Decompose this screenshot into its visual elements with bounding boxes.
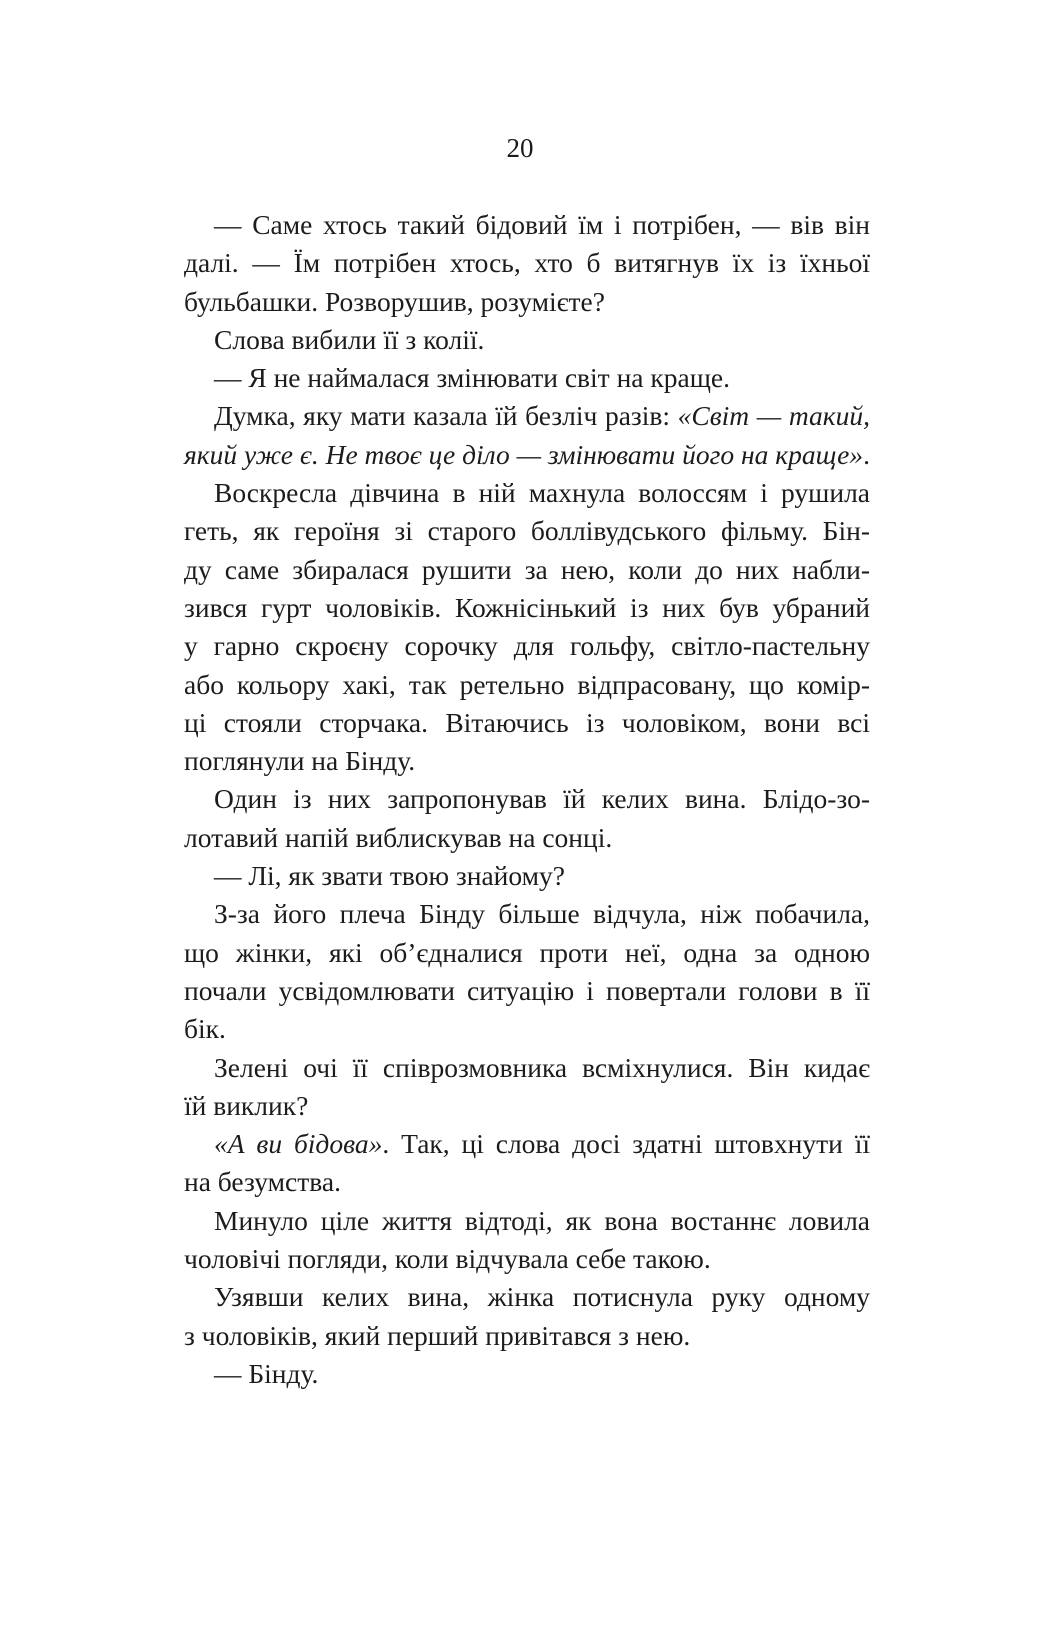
text-run: на безумства. (184, 1166, 341, 1198)
text-run: Слова вибили її з колії. (214, 323, 485, 355)
text-run: Минуло ціле життя відтоді, як вона востаннє ловила (214, 1204, 870, 1236)
italic-text: «Світ — такий, (677, 400, 871, 432)
paragraph (184, 206, 870, 321)
paragraph (184, 1049, 870, 1126)
text-line (184, 283, 870, 321)
text-line (184, 1240, 870, 1278)
text-line (184, 1317, 870, 1355)
text-line (184, 321, 870, 359)
text-line (184, 934, 870, 972)
text-run: лотавий напій виблискував на сонці. (184, 821, 613, 853)
italic-text: «А ви бідова» (214, 1128, 383, 1160)
text-run: Один із них запропонував їй келих вина. Блідо-зо- (214, 783, 870, 815)
text-line (184, 1087, 870, 1125)
text-run: — Лі, як звати твою знайому? (214, 860, 565, 892)
paragraph (184, 359, 870, 397)
body-text (184, 206, 870, 1393)
text-run: бік. (184, 1013, 226, 1045)
text-run: Воскресла дівчина в ній махнула волоссям і рушила (214, 477, 870, 509)
paragraph (184, 780, 870, 857)
text-line (184, 1278, 870, 1316)
text-line (184, 627, 870, 665)
paragraph (184, 397, 870, 474)
paragraph (184, 895, 870, 1048)
text-line (184, 972, 870, 1010)
text-run: ду саме збиралася рушити за нею, коли до них набли- (184, 553, 870, 585)
text-run: Зелені очі її співрозмовника всміхнулися. Він кидає (214, 1051, 870, 1083)
text-line (184, 436, 870, 474)
text-run: почали усвідомлювати ситуацію і повертали голови в її (184, 974, 870, 1006)
text-line (184, 474, 870, 512)
text-run: поглянули на Бінду. (184, 745, 416, 777)
text-run: у гарно скроєну сорочку для гольфу, світло-пастельну (184, 630, 870, 662)
text-line (184, 857, 870, 895)
text-line (184, 1125, 870, 1163)
text-run: Думка, яку мати казала їй безліч разів: (214, 400, 678, 432)
page-number: 20 (506, 133, 534, 163)
text-run: чоловічі погляди, коли відчувала себе такою. (184, 1243, 711, 1275)
text-line (184, 244, 870, 282)
text-line (184, 1202, 870, 1240)
text-line (184, 780, 870, 818)
italic-text: який уже є. Не твоє це діло — змінювати його на краще» (184, 438, 864, 470)
paragraph (184, 321, 870, 359)
paragraph (184, 1278, 870, 1355)
text-run: . Так, ці слова досі здатні штовхнути її (382, 1128, 871, 1160)
text-line (184, 397, 870, 435)
text-line (184, 895, 870, 933)
text-line (184, 704, 870, 742)
text-run: їй виклик? (184, 1089, 309, 1121)
text-run: — Я не наймалася змінювати світ на краще. (214, 362, 730, 394)
text-run: бульбашки. Розворушив, розумієте? (184, 285, 605, 317)
text-run: зився гурт чоловіків. Кожнісінький із них був убраний (184, 591, 870, 623)
paragraph (184, 1125, 870, 1202)
text-line (184, 206, 870, 244)
text-line (184, 819, 870, 857)
text-line (184, 551, 870, 589)
text-run: або кольору хакі, так ретельно відпрасовану, що комір- (184, 668, 870, 700)
text-run: — Саме хтось такий бідовий їм і потрібен, — вів він (214, 209, 870, 240)
text-run: . (863, 438, 870, 470)
text-line (184, 359, 870, 397)
text-line (184, 666, 870, 704)
text-run: З-за його плеча Бінду більше відчула, ніж побачила, (214, 898, 870, 930)
text-line (184, 1049, 870, 1087)
text-run: що жінки, які об’єдналися проти неї, одна за одною (184, 936, 870, 968)
text-run: ці стояли сторчака. Вітаючись із чоловіком, вони всі (184, 706, 870, 738)
text-line (184, 1355, 870, 1393)
paragraph (184, 474, 870, 780)
text-run: Узявши келих вина, жінка потиснула руку одному (214, 1281, 870, 1313)
text-run: — Бінду. (214, 1357, 319, 1389)
paragraph (184, 1202, 870, 1279)
text-line (184, 512, 870, 550)
text-line (184, 589, 870, 627)
text-run: з чоловіків, який перший привітався з нею. (184, 1319, 691, 1351)
text-line (184, 1010, 870, 1048)
text-line (184, 1163, 870, 1201)
text-line (184, 742, 870, 780)
paragraph (184, 1355, 870, 1393)
paragraph (184, 857, 870, 895)
text-run: далі. — Їм потрібен хтось, хто б витягнув їх із їхньої (184, 247, 870, 279)
text-run: геть, як героїня зі старого боллівудського фільму. Бін- (184, 515, 870, 547)
